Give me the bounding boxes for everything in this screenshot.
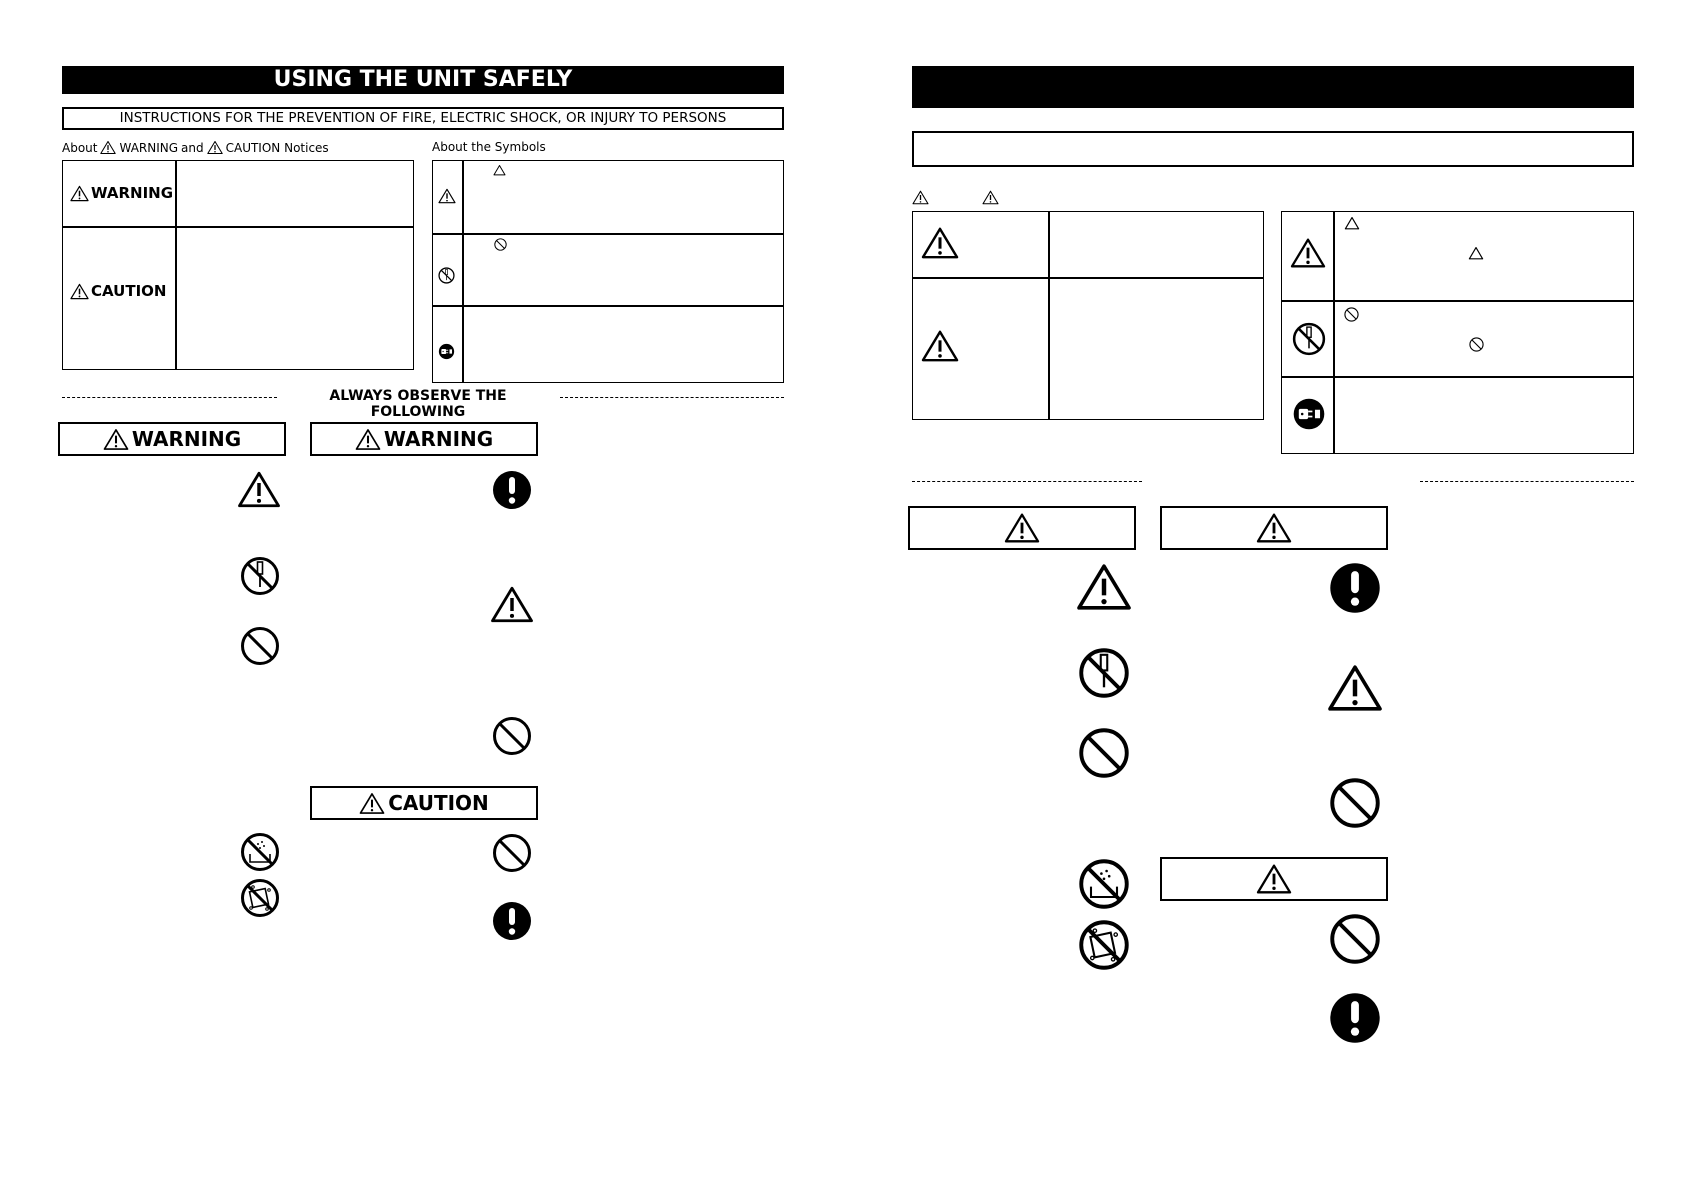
right-subtitle-box (912, 131, 1634, 167)
observe-divider-left (62, 397, 277, 398)
do-not-disassemble-icon (240, 556, 280, 596)
warning-triangle-icon (912, 190, 929, 205)
prohibited-circle-icon (1329, 913, 1381, 965)
notice-row-caution: CAUTION (70, 282, 166, 300)
warning-triangle-icon (1327, 663, 1383, 713)
no-water-icon (240, 832, 280, 872)
unplug-icon (438, 343, 455, 360)
right-symbols-row-divider (1281, 300, 1634, 302)
warning-triangle-icon (359, 792, 385, 815)
caution-header: CAUTION (310, 786, 538, 820)
warning-triangle-icon (237, 470, 281, 509)
observe-divider-right (560, 397, 784, 398)
exclamation-circle-icon (492, 470, 532, 510)
warning-triangle-icon (1290, 237, 1326, 269)
notices-table-row-divider (62, 226, 414, 228)
prohibited-circle-icon (1078, 727, 1130, 779)
page-subtitle: INSTRUCTIONS FOR THE PREVENTION OF FIRE, ELECTRIC SHOCK, OR INJURY TO PERSONS (62, 107, 784, 130)
right-title-bar (912, 66, 1634, 108)
prohibited-circle-icon (1329, 777, 1381, 829)
right-notices-row-divider (912, 277, 1264, 279)
do-not-disassemble-icon (1078, 647, 1130, 699)
do-not-disassemble-icon (438, 267, 455, 284)
warning-triangle-icon (1256, 863, 1292, 895)
warning-triangle-icon (70, 185, 89, 202)
observe-heading: ALWAYS OBSERVE THE FOLLOWING (329, 388, 507, 420)
warning-triangle-icon (1004, 512, 1040, 544)
prohibited-circle-icon (492, 716, 532, 756)
warning-triangle-icon (103, 428, 129, 451)
symbols-table-divider (462, 160, 464, 383)
symbols-heading: About the Symbols (432, 140, 546, 154)
warning-triangle-icon (1256, 512, 1292, 544)
warning-triangle-icon (921, 329, 959, 363)
warning-triangle-icon (490, 585, 534, 624)
prohibited-circle-icon (1344, 307, 1359, 322)
warning-triangle-icon (355, 428, 381, 451)
warning-triangle-icon (70, 283, 89, 300)
notices-table-divider (175, 160, 177, 370)
right-notices-divider (1048, 211, 1050, 420)
prohibited-circle-icon (494, 238, 507, 251)
warning-triangle-icon (207, 140, 223, 155)
do-not-disassemble-icon (1292, 322, 1326, 356)
right-caution-header (1160, 857, 1388, 901)
right-symbols-divider (1333, 211, 1335, 454)
warning-triangle-icon (1344, 216, 1360, 230)
warning-triangle-icon (1076, 562, 1132, 612)
right-observe-divider-right (1420, 481, 1634, 482)
warning-triangle-icon (1468, 246, 1484, 260)
symbols-table (432, 160, 784, 383)
warning-triangle-icon (982, 190, 999, 205)
exclamation-circle-icon (1329, 992, 1381, 1044)
no-dust-icon (1078, 919, 1130, 971)
no-water-icon (1078, 858, 1130, 910)
right-symbols-row-divider (1281, 376, 1634, 378)
exclamation-circle-icon (492, 901, 532, 941)
prohibited-circle-icon (492, 833, 532, 873)
notice-row-warning: WARNING (70, 184, 173, 202)
notices-heading: About WARNING and CAUTION Notices (62, 140, 329, 155)
right-notices-table (912, 211, 1264, 420)
no-dust-icon (240, 878, 280, 918)
page-title: USING THE UNIT SAFELY (62, 66, 784, 94)
right-observe-divider-left (912, 481, 1142, 482)
warning-header-col2: WARNING (310, 422, 538, 456)
symbols-table-row-divider (432, 305, 784, 307)
prohibited-circle-icon (1469, 337, 1484, 352)
right-warning-header-col1 (908, 506, 1136, 550)
warning-triangle-icon (921, 226, 959, 260)
prohibited-circle-icon (240, 626, 280, 666)
warning-triangle-icon (493, 164, 506, 176)
warning-header-col1: WARNING (58, 422, 286, 456)
warning-triangle-icon (438, 188, 456, 204)
symbols-table-row-divider (432, 233, 784, 235)
right-warning-header-col2 (1160, 506, 1388, 550)
warning-triangle-icon (100, 140, 116, 155)
exclamation-circle-icon (1329, 562, 1381, 614)
unplug-icon (1292, 397, 1326, 431)
